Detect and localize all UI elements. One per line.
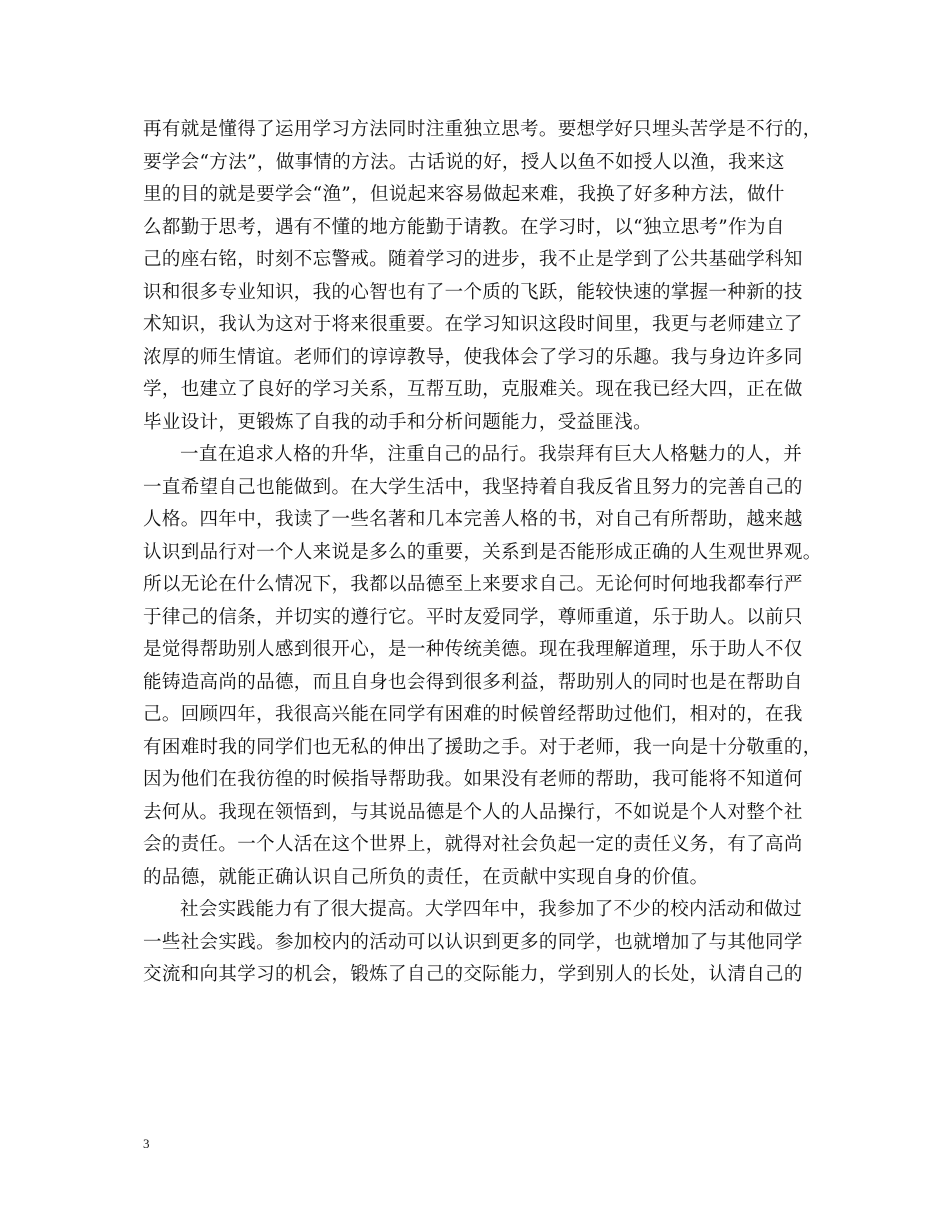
- text-line: 因为他们在我彷徨的时候指导帮助我。如果没有老师的帮助，我可能将不知道何: [143, 769, 803, 790]
- text-line: 么都勤于思考，遇有不懂的地方能勤于请教。在学习时，以“独立思考”作为自: [143, 216, 785, 238]
- text-line: 社会实践能力有了很大提高。大学四年中，我参加了不少的校内活动和做过: [180, 899, 803, 920]
- body-text: [143, 114, 823, 992]
- text-line: 术知识，我认为这对于将来很重要。在学习知识这段时间里，我更与老师建立了: [143, 314, 803, 335]
- text-line: 有困难时我的同学们也无私的伸出了援助之手。对于老师，我一向是十分敬重的，: [143, 736, 822, 758]
- text-line: 浓厚的师生情谊。老师们的谆谆教导，使我体会了学习的乐趣。我与身边许多同: [143, 346, 803, 368]
- text-line: 己。回顾四年，我很高兴能在同学有困难的时候曾经帮助过他们，相对的，在我: [143, 704, 803, 725]
- text-line: 认识到品行对一个人来说是多么的重要，关系到是否能形成正确的人生观世界观。: [143, 541, 822, 563]
- paragraph: [143, 114, 823, 439]
- text-line: 毕业设计，更锻炼了自我的动手和分析问题能力，受益匪浅。: [143, 411, 652, 433]
- text-line: 于律己的信条，并切实的遵行它。平时友爱同学，尊师重道，乐于助人。以前只: [143, 606, 803, 628]
- text-line: 一直在追求人格的升华，注重自己的品行。我崇拜有巨大人格魅力的人，并: [180, 444, 803, 465]
- text-line: 里的目的就是要学会“渔”，但说起来容易做起来难，我换了好多种方法，做什: [143, 184, 785, 205]
- text-line: 再有就是懂得了运用学习方法同时注重独立思考。要想学好只埋头苦学是不行的，: [143, 119, 822, 140]
- text-line: 人格。四年中，我读了一些名著和几本完善人格的书，对自己有所帮助，越来越: [143, 509, 803, 530]
- text-line: 是觉得帮助别人感到很开心，是一种传统美德。现在我理解道理，乐于助人不仅: [143, 639, 803, 660]
- text-line: 去何从。我现在领悟到，与其说品德是个人的人品操行，不如说是个人对整个社: [143, 801, 803, 823]
- text-line: 要学会“方法”，做事情的方法。古话说的好，授人以鱼不如授人以渔，我来这: [143, 151, 785, 173]
- paragraph: [143, 894, 823, 992]
- paragraph: [143, 439, 823, 894]
- text-line: 能铸造高尚的品德，而且自身也会得到很多利益，帮助别人的同时也是在帮助自: [143, 671, 803, 693]
- text-line: 的品德，就能正确认识自己所负的责任，在贡献中实现自身的价值。: [143, 866, 709, 888]
- text-line: 会的责任。一个人活在这个世界上，就得对社会负起一定的责任义务，有了高尚: [143, 834, 803, 855]
- text-line: 识和很多专业知识，我的心智也有了一个质的飞跃，能较快速的掌握一种新的技: [143, 281, 803, 303]
- text-line: 所以无论在什么情况下，我都以品德至上来要求自己。无论何时何地我都奉行严: [143, 574, 803, 595]
- text-line: 一些社会实践。参加校内的活动可以认识到更多的同学，也就增加了与其他同学: [143, 931, 803, 953]
- text-line: 交流和向其学习的机会，锻炼了自己的交际能力，学到别人的长处，认清自己的: [143, 964, 803, 985]
- text-line: 学，也建立了良好的学习关系，互帮互助，克服难关。现在我已经大四，正在做: [143, 379, 803, 400]
- text-line: 己的座右铭，时刻不忘警戒。随着学习的进步，我不止是学到了公共基础学科知: [143, 249, 803, 270]
- page-number: 3: [143, 1136, 150, 1151]
- text-line: 一直希望自己也能做到。在大学生活中，我坚持着自我反省且努力的完善自己的: [143, 476, 803, 498]
